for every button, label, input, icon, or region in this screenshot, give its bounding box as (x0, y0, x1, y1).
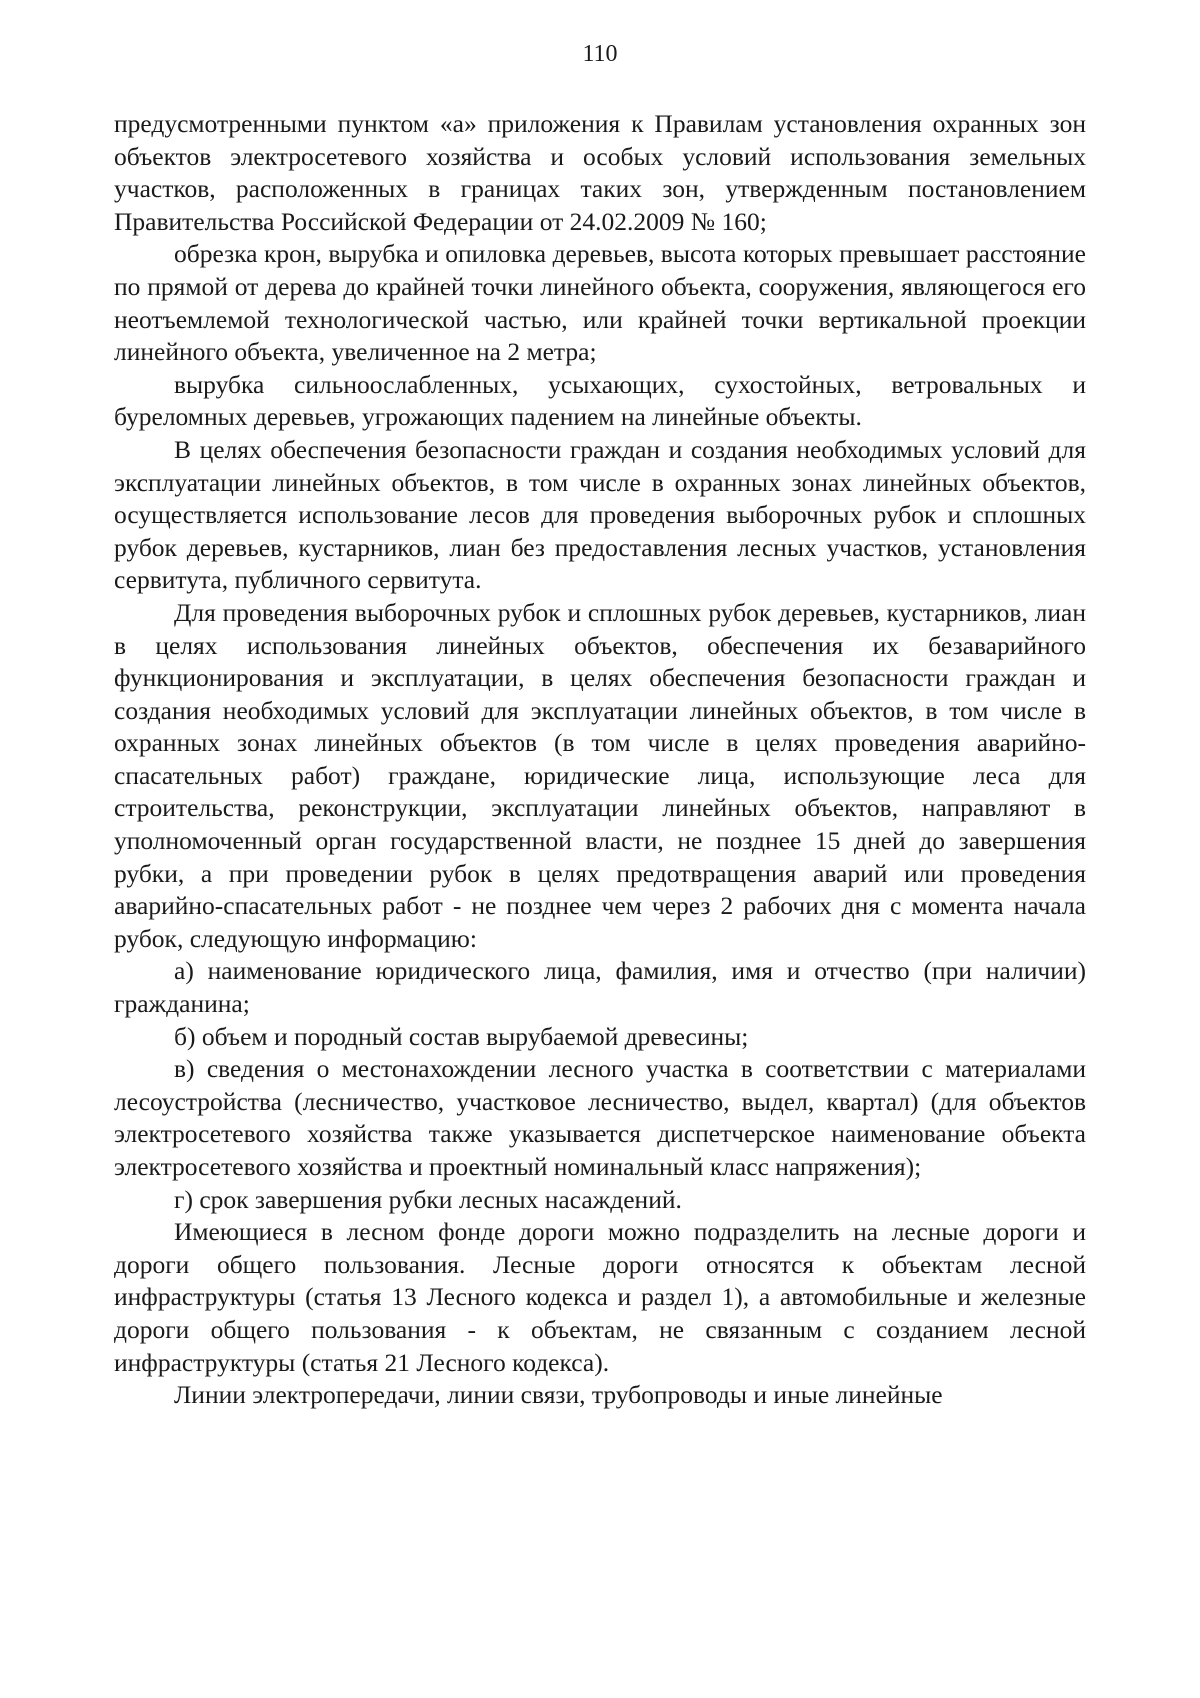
list-item-a: а) наименование юридического лица, фамилия, имя и отчество (при наличии) гражданина; (114, 956, 1086, 1019)
list-item-v: в) сведения о местонахождении лесного участка в соответствии с материалами лесоустройства (лесничество, участковое лесничество, выдел, квартал) (для объектов электросетевого хозяйства также указывается диспетчерское наименование объекта электросетевого хозяйства и проектный номинальный класс напряжения); (114, 1054, 1086, 1181)
paragraph-linear-objects: Линии электропередачи, линии связи, трубопроводы и иные линейные (174, 1380, 943, 1410)
paragraph-forest-roads: Имеющиеся в лесном фонде дороги можно подразделить на лесные дороги и дороги общего пользования. Лесные дороги относятся к объектам лесной инфраструктуры (статья 13 Лесного кодекса и раздел 1), а автомобильные и железные дороги общего пользования - к объектам, не связанным с созданием лесной инфраструктуры (статья 21 Лесного кодекса). (114, 1217, 1086, 1377)
body-text (114, 108, 1086, 1412)
page-number: 110 (582, 41, 618, 67)
paragraph-notification-requirement: Для проведения выборочных рубок и сплошных рубок деревьев, кустарников, лиан в целях использования линейных объектов, обеспечения их безаварийного функционирования и эксплуатации, в целях обеспечения безопасности граждан и создания необходимых условий для эксплуатации линейных объектов, в том числе в охранных зонах линейных объектов (в том числе в целях проведения аварийно-спасательных работ) граждане, юридические лица, использующие леса для строительства, реконструкции, эксплуатации линейных объектов, направляют в уполномоченный орган государственной власти, не позднее 15 дней до завершения рубки, а при проведении рубок в целях предотвращения аварий или проведения аварийно-спасательных работ - не позднее чем через 2 рабочих дня с момента начала рубок, следующую информацию: (114, 597, 1086, 953)
paragraph-continuation: предусмотренными пунктом «а» приложения к Правилам установления охранных зон объектов электросетевого хозяйства и особых условий использования земельных участков, расположенных в границах таких зон, утвержденным постановлением Правительства Российской Федерации от 24.02.2009 № 160; (114, 109, 1086, 236)
paragraph-weakened-trees: вырубка сильноослабленных, усыхающих, сухостойных, ветровальных и буреломных деревьев, угрожающих падением на линейные объекты. (114, 369, 1086, 432)
list-item-b: б) объем и породный состав вырубаемой древесины; (174, 1021, 749, 1051)
list-item-g: г) срок завершения рубки лесных насаждений. (174, 1184, 682, 1214)
paragraph-safety-purposes: В целях обеспечения безопасности граждан и создания необходимых условий для эксплуатации линейных объектов, в том числе в охранных зонах линейных объектов, осуществляется использование лесов для проведения выборочных рубок и сплошных рубок деревьев, кустарников, лиан без предоставления лесных участков, установления сервитута, публичного сервитута. (114, 434, 1086, 595)
paragraph-crown-trimming: обрезка крон, вырубка и опиловка деревьев, высота которых превышает расстояние по прямой от дерева до крайней точки линейного объекта, сооружения, являющегося его неотъемлемой технологической частью, или крайней точки вертикальной проекции линейного объекта, увеличенное на 2 метра; (114, 239, 1086, 367)
